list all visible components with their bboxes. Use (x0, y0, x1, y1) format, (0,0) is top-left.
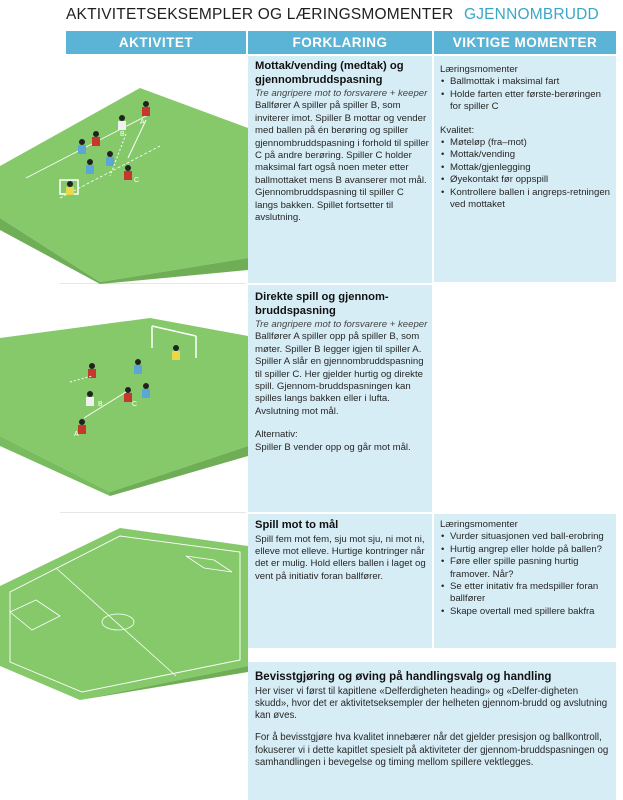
list-item: • Møteløp (fra–mot) (440, 137, 612, 149)
bottom-paragraph-1: Her viser vi først til kapitlene «Delferdigheten heading» og «Delfer-digheten skudd», hvor det er aktivitetseksempler der helheten gjennom-brudd og avslutning kan øves. (255, 685, 608, 722)
row1-quality-list (440, 137, 612, 211)
player-attacker-icon (124, 387, 132, 402)
list-item: • Mottak/vending (440, 149, 612, 161)
row1-moments-heading: Læringsmomenter (440, 64, 518, 75)
list-item: • Hurtig angrep eller holde på ballen? (440, 544, 612, 556)
row1-subtitle: Tre angripere mot to forsvarere + keeper (255, 88, 428, 99)
row1-title: Mottak/vending (medtak) og gjennombruddspasning (255, 60, 404, 86)
row-divider (248, 512, 432, 514)
row3-body: Spill fem mot fem, sju mot sju, ni mot ni, elleve mot elleve. Hurtige kontringer når det er mulig. Hold ellers ballen i laget og vent på initiativ foran ballfører. (255, 533, 426, 582)
player-attacker-icon (78, 419, 86, 434)
player-keeper-icon (66, 181, 74, 195)
row1-viktige (440, 64, 612, 211)
page-title-accent: GJENNOMBRUDD (463, 6, 599, 23)
row2-alt-body: Spiller B vender opp og går mot mål. (255, 441, 411, 453)
row3-title: Spill mot to mål (255, 519, 339, 531)
list-item: • Vurder situasjonen ved ball-erobring (440, 531, 612, 543)
row3-moments-heading: Læringsmomenter (440, 519, 518, 530)
player-attacker-icon (86, 391, 94, 406)
row3-forklaring (255, 519, 429, 583)
row1-forklaring (255, 60, 429, 224)
pitch-diagram-direkte-spill (0, 296, 248, 496)
row2-subtitle: Tre angripere mot to forsvarere + keeper (255, 319, 428, 330)
row2-title: Direkte spill og gjennom-bruddspasning (255, 291, 389, 317)
pitch-diagram-mottak-vending (0, 58, 248, 284)
list-item: • Mottak/gjenlegging (440, 162, 612, 174)
player-attacker-icon (118, 115, 126, 130)
bottom-paragraph-2: For å bevisstgjøre hva kvalitet innebærer når det gjelder presisjon og ballkontroll, fokuserer vi i dette kapitlet spesielt på aktiviteter der gjennom-bruddspasningen og samhandlingen i bevegelse og timing mellom spillere vektlegges. (255, 732, 609, 768)
player-attacker-icon (142, 101, 150, 116)
list-item: • Øyekontakt før oppspill (440, 174, 612, 186)
row2-alt-heading: Alternativ: (255, 429, 298, 441)
diagram-label-c: C (134, 177, 140, 184)
page-title-main: AKTIVITETSEKSEMPLER OG LÆRINGSMOMENTER (66, 6, 454, 23)
player-defender-icon (134, 359, 142, 374)
row1-quality-heading: Kvalitet: (440, 124, 475, 136)
row1-moments-list (440, 76, 612, 113)
player-attacker-icon (124, 165, 132, 180)
diagram-label-a: A (74, 431, 79, 438)
row3-viktige (440, 519, 612, 618)
player-attacker-icon (92, 131, 100, 146)
row-divider (60, 512, 246, 513)
list-item: • Holde farten etter første-berøringen for spiller C (440, 89, 612, 114)
list-item: • Ballmottak i maksimal fart (440, 76, 612, 88)
list-item: • Kontrollere ballen i angreps-retningen ved mottaket (440, 187, 612, 212)
list-item: • Se etter initativ fra medspiller foran ballfører (440, 581, 612, 606)
diagram-label-b: B (98, 401, 103, 408)
header-aktivitet: AKTIVITET (66, 31, 246, 54)
player-defender-icon (142, 383, 150, 398)
player-defender-icon (78, 139, 86, 154)
row3-moments-list (440, 531, 612, 618)
header-forklaring: FORKLARING (248, 31, 432, 54)
row2-body: Ballfører A spiller opp på spiller B, som møter. Spiller B legger igjen til spiller A. Spiller A slår en gjennombruddspasning til spiller C. Her gjelder hurtig og direkte spill. Gjennom-bruddspasningen kan spilles langs bakken eller i lufta. Avslutning mot mål. (255, 331, 424, 417)
header-viktige-momenter: VIKTIGE MOMENTER (434, 31, 616, 54)
diagram-label-a: A (140, 119, 145, 126)
player-defender-icon (106, 151, 114, 166)
diagram-label-b: B (120, 131, 125, 138)
page-title (66, 6, 599, 24)
list-item: • Skape overtall med spillere bakfra (440, 606, 612, 618)
row1-body: Ballfører A spiller på spiller B, som inviterer imot. Spiller B mottar og vender med ballen på én berøring og spiller gjennombruddspasning i forhold til spiller C på andre berøring. Spiller C holder maksimal fart også noen meter etter ballmottaket mens B avanserer mot mål. Gjennombruddspasning til spiller C langs bakken. Spillet fortsetter til avslutning. (255, 100, 429, 224)
bottom-title: Bevisstgjøring og øving på handlingsvalg og handling (255, 671, 552, 683)
list-item: • Føre eller spille pasning hurtig framover. Når? (440, 556, 612, 581)
row-divider (248, 283, 432, 285)
row2-forklaring (255, 291, 429, 454)
pitch-diagram-spill-mot-to-maal (0, 516, 248, 700)
diagram-label-c: C (132, 401, 138, 408)
player-keeper-icon (172, 345, 180, 360)
player-attacker-icon (88, 363, 96, 378)
bottom-info-text (255, 671, 611, 769)
player-defender-icon (86, 159, 94, 174)
